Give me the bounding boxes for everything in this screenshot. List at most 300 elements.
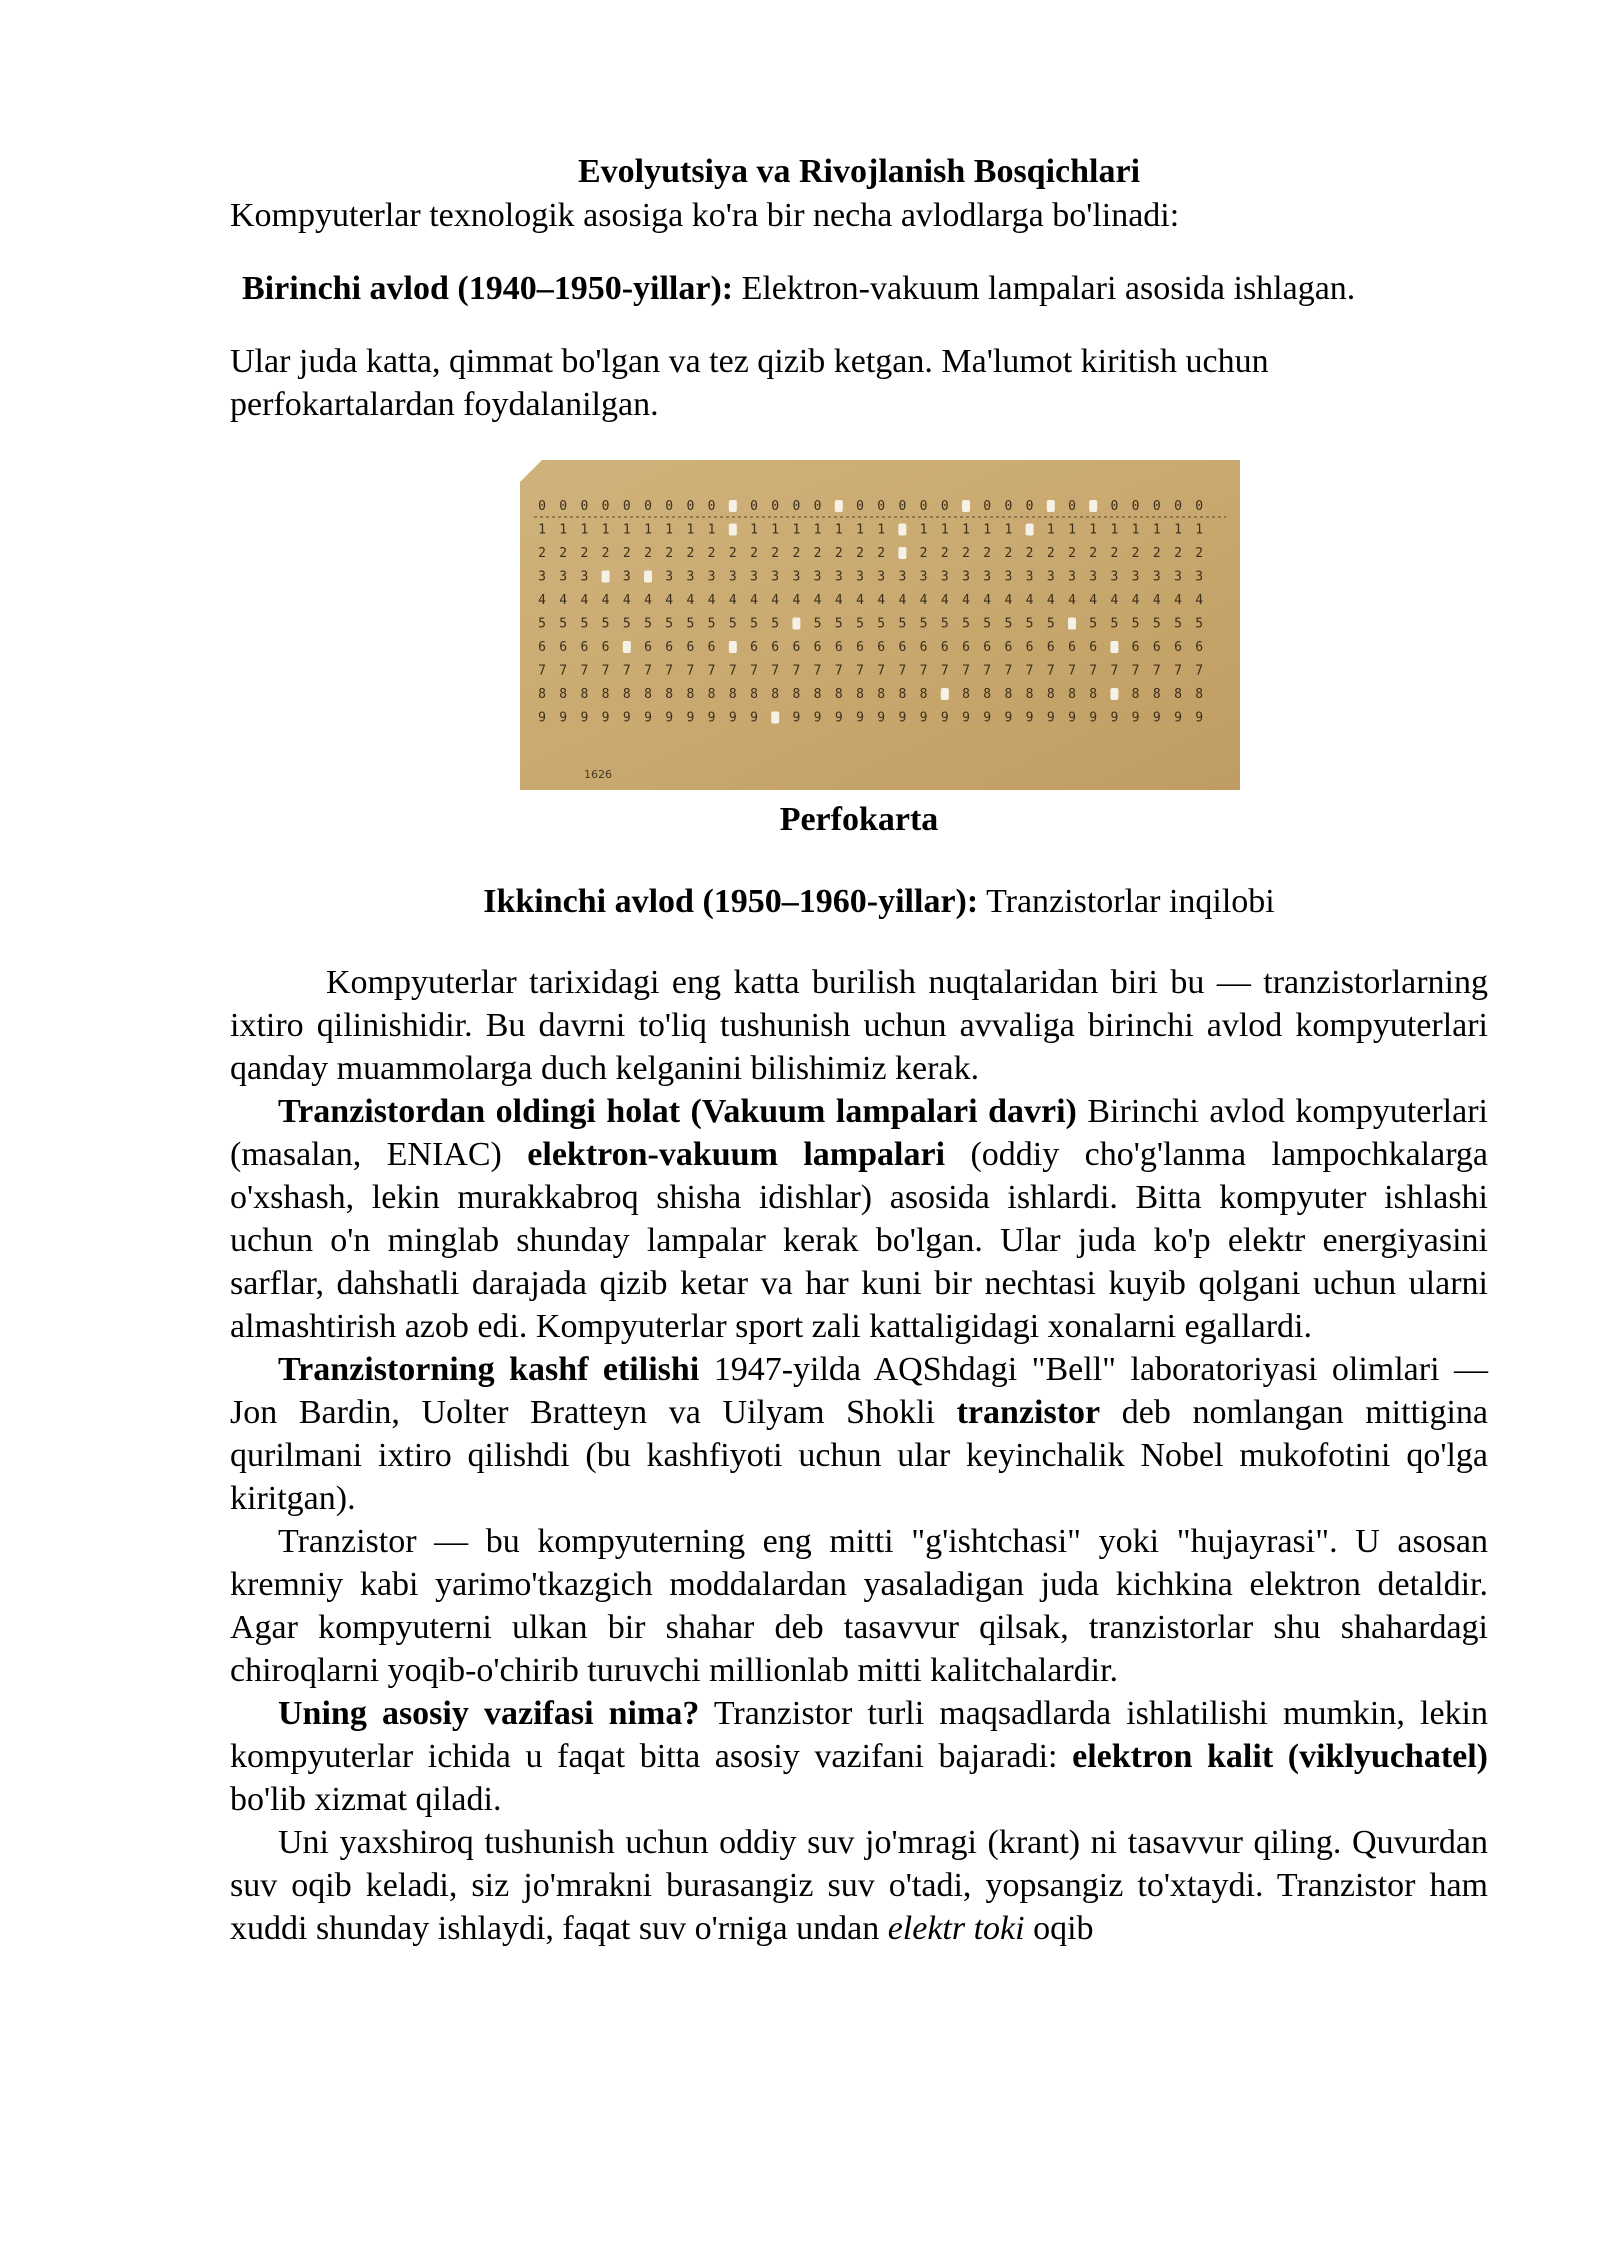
card-hole	[729, 500, 737, 512]
card-digit: 9	[983, 710, 992, 726]
card-digit: 6	[707, 640, 716, 655]
card-digit: 4	[1195, 593, 1204, 608]
card-digit: 7	[1110, 663, 1119, 679]
card-digit: 6	[1068, 640, 1076, 655]
card-digit: 1	[686, 522, 695, 538]
card-digit: 3	[580, 569, 589, 585]
punch-card-image	[520, 460, 1240, 790]
card-digit: 0	[792, 499, 801, 514]
card-digit: 7	[1152, 663, 1161, 679]
image-caption: Perfokarta	[779, 801, 939, 838]
card-hole	[602, 571, 610, 583]
card-digit: 1	[601, 522, 610, 538]
card-digit: 8	[538, 687, 546, 702]
p3-bold-2: tranzistor	[956, 1394, 1101, 1431]
card-digit: 5	[813, 616, 822, 632]
p2-text-2: (oddiy cho'g'lanma lampochkalarga o'xshash, lekin murakkabroq shisha idishlar) asosida ishlardi. Bitta kompyuter ishlashi uchun o'n minglab shunday lampalar kerak bo'lgan. Ular juda ko'p elektr energiyasini sarflar, dahshatli darajada qizib ketar va har kuni bir nechtasi kuyib qolgani uchun ularni almashtirish azob edi. Kompyuterlar sport zali kattaligidagi xonalarni egallardi.	[230, 1136, 1489, 1345]
card-digit: 7	[622, 663, 631, 679]
card-digit: 6	[580, 640, 589, 655]
card-digit: 9	[644, 710, 652, 726]
card-digit: 0	[1152, 499, 1161, 514]
card-digit: 7	[1131, 663, 1140, 679]
card-digit: 8	[771, 687, 780, 702]
card-digit: 0	[1025, 499, 1034, 514]
card-hole	[792, 618, 800, 630]
card-hole	[898, 524, 906, 536]
card-digit: 3	[686, 569, 695, 585]
card-digit: 3	[1152, 569, 1161, 585]
card-digit: 9	[877, 710, 886, 726]
card-digit: 9	[750, 710, 758, 726]
card-digit: 5	[1089, 616, 1098, 632]
card-digit: 6	[940, 640, 949, 655]
card-digit: 6	[1004, 640, 1013, 655]
card-digit: 9	[1089, 710, 1098, 726]
card-digit: 2	[1174, 546, 1182, 561]
card-digit: 2	[728, 546, 737, 561]
card-digit: 6	[1131, 640, 1140, 655]
card-digit: 3	[665, 569, 674, 585]
card-hole	[729, 641, 737, 653]
card-number: 1626	[584, 768, 612, 781]
card-digit: 4	[856, 593, 864, 608]
card-digit: 2	[1004, 546, 1013, 561]
gen1-text: Elektron-vakuum lampalari asosida ishlagan.	[733, 270, 1356, 307]
card-digit: 9	[707, 710, 716, 726]
card-digit: 2	[1131, 546, 1140, 561]
card-digit: 7	[728, 663, 737, 679]
p5-bold-2: elektron kalit (viklyuchatel)	[1072, 1738, 1488, 1775]
card-digit: 1	[983, 522, 992, 538]
card-digit: 0	[771, 499, 780, 514]
card-digit: 6	[1195, 640, 1204, 655]
card-digit: 7	[665, 663, 674, 679]
card-digit: 0	[1004, 499, 1013, 514]
card-digit: 2	[813, 546, 822, 561]
card-digit: 3	[771, 569, 780, 585]
card-digit: 8	[665, 687, 674, 702]
card-digit: 9	[940, 710, 949, 726]
card-digit: 3	[1068, 569, 1076, 585]
card-digit: 4	[622, 593, 631, 608]
card-digit: 6	[813, 640, 822, 655]
card-digit: 4	[686, 593, 695, 608]
card-digit: 8	[1152, 687, 1161, 702]
card-digit: 0	[1068, 499, 1076, 514]
card-digit: 7	[538, 663, 546, 679]
card-digit: 7	[1046, 663, 1055, 679]
card-digit: 8	[601, 687, 610, 702]
card-digit: 0	[559, 499, 568, 514]
card-digit: 7	[1068, 663, 1076, 679]
card-digit: 9	[601, 710, 610, 726]
card-digit: 5	[856, 616, 864, 632]
card-digit: 0	[538, 499, 546, 514]
card-hole	[729, 524, 737, 536]
card-digit: 3	[750, 569, 758, 585]
card-digit: 7	[983, 663, 992, 679]
card-digit: 0	[919, 499, 928, 514]
card-digit: 1	[1174, 522, 1182, 538]
card-digit: 4	[728, 593, 737, 608]
card-digit: 5	[622, 616, 631, 632]
card-digit: 8	[559, 687, 568, 702]
card-digit: 2	[559, 546, 568, 561]
card-digit: 0	[856, 499, 864, 514]
card-digit: 1	[538, 522, 546, 538]
card-digit: 3	[1110, 569, 1119, 585]
card-digit: 7	[1089, 663, 1098, 679]
card-digit: 9	[580, 710, 589, 726]
card-digit: 3	[1025, 569, 1034, 585]
card-digit: 7	[813, 663, 822, 679]
paragraph-2	[230, 1090, 1488, 1348]
card-digit: 2	[1046, 546, 1055, 561]
card-digit: 6	[1089, 640, 1098, 655]
card-digit: 0	[1110, 499, 1119, 514]
card-digit: 9	[1131, 710, 1140, 726]
card-digit: 7	[686, 663, 695, 679]
card-digit: 3	[834, 569, 843, 585]
card-digit: 3	[559, 569, 568, 585]
card-digit: 7	[601, 663, 610, 679]
paragraph-6	[230, 1821, 1488, 1950]
punch-card-graphic	[520, 460, 1240, 790]
card-digit: 8	[750, 687, 758, 702]
card-digit: 7	[1025, 663, 1034, 679]
card-digit: 7	[559, 663, 568, 679]
gen1-heading: Birinchi avlod (1940–1950-yillar):	[242, 270, 734, 307]
card-digit: 9	[728, 710, 737, 726]
card-digit: 2	[1195, 546, 1204, 561]
card-digit: 1	[962, 522, 970, 538]
card-digit: 8	[622, 687, 631, 702]
card-digit: 4	[1152, 593, 1161, 608]
p6-italic: elektr toki	[887, 1910, 1025, 1947]
card-digit: 6	[771, 640, 780, 655]
card-digit: 4	[898, 593, 907, 608]
card-digit: 5	[919, 616, 928, 632]
card-digit: 7	[898, 663, 907, 679]
card-digit: 4	[813, 593, 822, 608]
card-digit: 3	[856, 569, 864, 585]
card-digit: 8	[898, 687, 907, 702]
card-digit: 8	[644, 687, 652, 702]
paragraph-4: Tranzistor — bu kompyuterning eng mitti "g'ishtchasi" yoki "hujayrasi". U asosan kremniy kabi yarimo'tkazgich moddalardan yasaladigan juda kichkina elektron detaldir. Agar kompyuterni ulkan bir shahar deb tasavvur qilsak, tranzistorlar shu shahardagi chiroqlarni yoqib-o'chirib turuvchi millionlab mitti kalitchalardir.	[230, 1523, 1488, 1689]
card-digit: 9	[1152, 710, 1161, 726]
card-digit: 4	[1131, 593, 1140, 608]
card-hole	[644, 571, 652, 583]
card-digit: 3	[538, 569, 546, 585]
card-digit: 0	[813, 499, 822, 514]
card-digit: 3	[1004, 569, 1013, 585]
card-digit: 5	[750, 616, 758, 632]
p6-text-1: Uni yaxshiroq tushunish uchun oddiy suv jo'mragi (krant) ni tasavvur qiling. Quvurdan suv oqib keladi, siz jo'mrakni burasangiz suv o'tadi, yopsangiz to'xtaydi. Tranzistor ham xuddi shunday ishlaydi, faqat suv o'rniga undan	[230, 1824, 1488, 1947]
p2-bold-1: Tranzistordan oldingi holat (Vakuum lampalari davri)	[278, 1093, 1077, 1130]
card-digit: 2	[919, 546, 928, 561]
card-digit: 3	[898, 569, 907, 585]
card-digit: 0	[877, 499, 886, 514]
card-digit: 7	[856, 663, 864, 679]
card-digit: 8	[707, 687, 716, 702]
card-digit: 1	[1068, 522, 1076, 538]
intro-paragraph: Kompyuterlar texnologik asosiga ko'ra bir necha avlodlarga bo'linadi:	[230, 197, 1180, 234]
card-digit: 7	[919, 663, 928, 679]
card-digit: 8	[728, 687, 737, 702]
card-digit: 9	[1195, 710, 1204, 726]
card-digit: 4	[707, 593, 716, 608]
card-digit: 2	[834, 546, 843, 561]
card-digit: 5	[1025, 616, 1034, 632]
card-digit: 8	[919, 687, 928, 702]
card-digit: 3	[792, 569, 801, 585]
card-hole	[1110, 641, 1118, 653]
card-digit: 1	[750, 522, 758, 538]
card-digit: 7	[1004, 663, 1013, 679]
card-digit: 7	[644, 663, 652, 679]
card-digit: 0	[686, 499, 695, 514]
card-hole	[1110, 688, 1118, 700]
card-digit: 0	[940, 499, 949, 514]
gen1-detail-paragraph: Ular juda katta, qimmat bo'lgan va tez qizib ketgan. Ma'lumot kiritish uchun perfokartalardan foydalanilgan.	[230, 343, 1269, 423]
card-digit: 5	[1152, 616, 1161, 632]
card-digit: 2	[877, 546, 886, 561]
paragraph-3	[230, 1348, 1488, 1520]
card-digit: 9	[792, 710, 801, 726]
card-digit: 3	[877, 569, 886, 585]
card-digit: 1	[771, 522, 780, 538]
card-digit: 8	[1025, 687, 1034, 702]
card-digit: 4	[580, 593, 589, 608]
card-digit: 2	[792, 546, 801, 561]
card-digit: 2	[665, 546, 674, 561]
card-digit: 0	[665, 499, 674, 514]
card-digit: 9	[1004, 710, 1013, 726]
card-digit: 5	[728, 616, 737, 632]
card-digit: 9	[559, 710, 568, 726]
card-hole	[1047, 500, 1055, 512]
card-digit: 0	[1195, 499, 1204, 514]
gen1-paragraph	[230, 267, 1488, 310]
card-digit: 5	[983, 616, 992, 632]
card-digit: 5	[1046, 616, 1055, 632]
card-digit: 6	[792, 640, 801, 655]
card-digit: 7	[940, 663, 949, 679]
card-digit: 5	[707, 616, 716, 632]
card-digit: 8	[792, 687, 801, 702]
card-digit: 2	[622, 546, 631, 561]
card-digit: 7	[750, 663, 758, 679]
card-digit: 9	[1110, 710, 1119, 726]
card-digit: 1	[856, 522, 864, 538]
card-digit: 5	[1110, 616, 1119, 632]
card-digit: 4	[1174, 593, 1182, 608]
card-digit: 9	[856, 710, 864, 726]
card-digit: 7	[1174, 663, 1182, 679]
card-digit: 5	[898, 616, 907, 632]
p2-text-1: Birinchi avlod kompyuterlari (masalan, ENIAC)	[230, 1093, 1488, 1173]
card-digit: 4	[1046, 593, 1055, 608]
card-digit: 2	[1110, 546, 1119, 561]
card-digit: 2	[1068, 546, 1076, 561]
card-hole	[962, 500, 970, 512]
card-digit: 1	[665, 522, 674, 538]
card-digit: 7	[834, 663, 843, 679]
card-digit: 8	[877, 687, 886, 702]
card-hole	[835, 500, 843, 512]
card-digit: 7	[771, 663, 780, 679]
card-digit: 4	[601, 593, 610, 608]
card-digit: 5	[940, 616, 949, 632]
card-digit: 2	[580, 546, 589, 561]
card-digit: 3	[1174, 569, 1182, 585]
card-digit: 9	[1068, 710, 1076, 726]
card-digit: 5	[834, 616, 843, 632]
card-digit: 6	[856, 640, 864, 655]
card-digit: 4	[792, 593, 801, 608]
card-digit: 8	[1004, 687, 1013, 702]
card-digit: 2	[940, 546, 949, 561]
card-digit: 9	[834, 710, 843, 726]
p3-bold-1: Tranzistorning kashf etilishi	[278, 1351, 700, 1388]
card-digit: 2	[856, 546, 864, 561]
card-digit: 9	[813, 710, 822, 726]
card-digit: 4	[644, 593, 652, 608]
card-hole	[941, 688, 949, 700]
card-digit: 5	[580, 616, 589, 632]
card-digit: 4	[665, 593, 674, 608]
p5-text-2: bo'lib xizmat qiladi.	[230, 1781, 502, 1818]
card-digit: 8	[962, 687, 970, 702]
card-digit: 1	[1131, 522, 1140, 538]
card-hole	[1026, 524, 1034, 536]
page-title: Evolyutsiya va Rivojlanish Bosqichlari	[577, 153, 1141, 190]
card-digit: 9	[898, 710, 907, 726]
card-digit: 8	[834, 687, 843, 702]
card-digit: 0	[644, 499, 652, 514]
card-hole	[623, 641, 631, 653]
card-digit: 8	[1131, 687, 1140, 702]
card-digit: 1	[644, 522, 652, 538]
card-digit: 2	[707, 546, 716, 561]
card-digit: 3	[707, 569, 716, 585]
card-digit: 3	[813, 569, 822, 585]
card-digit: 4	[1004, 593, 1013, 608]
card-digit: 5	[665, 616, 674, 632]
card-digit: 4	[1025, 593, 1034, 608]
card-digit: 6	[644, 640, 652, 655]
card-digit: 8	[1046, 687, 1055, 702]
card-digit: 8	[1068, 687, 1076, 702]
card-digit: 2	[686, 546, 695, 561]
card-digit: 2	[750, 546, 758, 561]
card-digit: 7	[962, 663, 970, 679]
card-digit: 8	[1195, 687, 1204, 702]
card-digit: 3	[1131, 569, 1140, 585]
card-digit: 1	[580, 522, 589, 538]
card-digit: 0	[898, 499, 907, 514]
card-digit: 4	[877, 593, 886, 608]
card-digit: 4	[771, 593, 780, 608]
gen2-paragraph	[230, 880, 1488, 923]
card-digit: 4	[1068, 593, 1076, 608]
card-digit: 8	[813, 687, 822, 702]
card-digit: 9	[538, 710, 546, 726]
card-digit: 3	[728, 569, 737, 585]
card-digit: 0	[707, 499, 716, 514]
card-digit: 5	[601, 616, 610, 632]
card-digit: 8	[686, 687, 695, 702]
card-digit: 6	[983, 640, 992, 655]
card-digit: 6	[898, 640, 907, 655]
card-digit: 4	[940, 593, 949, 608]
card-digit: 2	[771, 546, 780, 561]
card-digit: 5	[771, 616, 780, 632]
card-digit: 1	[1110, 522, 1119, 538]
card-digit: 1	[813, 522, 822, 538]
card-digit: 8	[1174, 687, 1182, 702]
card-digit: 0	[983, 499, 992, 514]
card-digit: 3	[622, 569, 631, 585]
p3-text-1: 1947-yilda AQShdagi "Bell" laboratoriyasi olimlari — Jon Bardin, Uolter Bratteyn va Uilyam Shokli	[230, 1351, 1489, 1431]
card-digit: 9	[622, 710, 631, 726]
card-digit: 3	[983, 569, 992, 585]
card-digit: 1	[559, 522, 568, 538]
card-digit: 2	[538, 546, 546, 561]
card-digit: 9	[1046, 710, 1055, 726]
card-digit: 4	[834, 593, 843, 608]
card-digit: 1	[1004, 522, 1013, 538]
card-digit: 1	[877, 522, 886, 538]
card-digit: 6	[919, 640, 928, 655]
card-digit: 6	[877, 640, 886, 655]
card-digit: 9	[919, 710, 928, 726]
card-digit: 9	[665, 710, 674, 726]
card-digit: 9	[686, 710, 695, 726]
card-digit: 5	[1174, 616, 1182, 632]
card-digit: 1	[622, 522, 631, 538]
card-hole	[1089, 500, 1097, 512]
card-digit: 4	[1089, 593, 1098, 608]
card-hole	[771, 712, 779, 724]
card-digit: 5	[962, 616, 970, 632]
card-digit: 6	[834, 640, 843, 655]
card-digit: 6	[601, 640, 610, 655]
card-digit: 5	[877, 616, 886, 632]
card-digit: 6	[559, 640, 568, 655]
card-digit: 2	[1025, 546, 1034, 561]
card-digit: 6	[1046, 640, 1055, 655]
card-digit: 9	[1025, 710, 1034, 726]
card-digit: 6	[1025, 640, 1034, 655]
card-digit: 7	[792, 663, 801, 679]
card-digit: 5	[559, 616, 568, 632]
card-digit: 4	[559, 593, 568, 608]
card-digit: 5	[1195, 616, 1204, 632]
card-digit: 8	[1089, 687, 1098, 702]
card-digit: 5	[686, 616, 695, 632]
card-digit: 2	[983, 546, 992, 561]
card-digit: 9	[1174, 710, 1182, 726]
card-digit: 6	[686, 640, 695, 655]
card-digit: 2	[601, 546, 610, 561]
card-digit: 3	[940, 569, 949, 585]
card-digit: 2	[962, 546, 970, 561]
card-digit: 6	[750, 640, 758, 655]
card-digit: 1	[1089, 522, 1098, 538]
paragraph-1: Kompyuterlar tarixidagi eng katta burilish nuqtalaridan biri bu — tranzistorlarning ixtiro qilinishidir. Bu davrni to'liq tushunish uchun avvaliga birinchi avlod kompyuterlari qanday muammolarga duch kelganini bilishimiz kerak.	[230, 964, 1488, 1087]
card-digit: 1	[1152, 522, 1161, 538]
